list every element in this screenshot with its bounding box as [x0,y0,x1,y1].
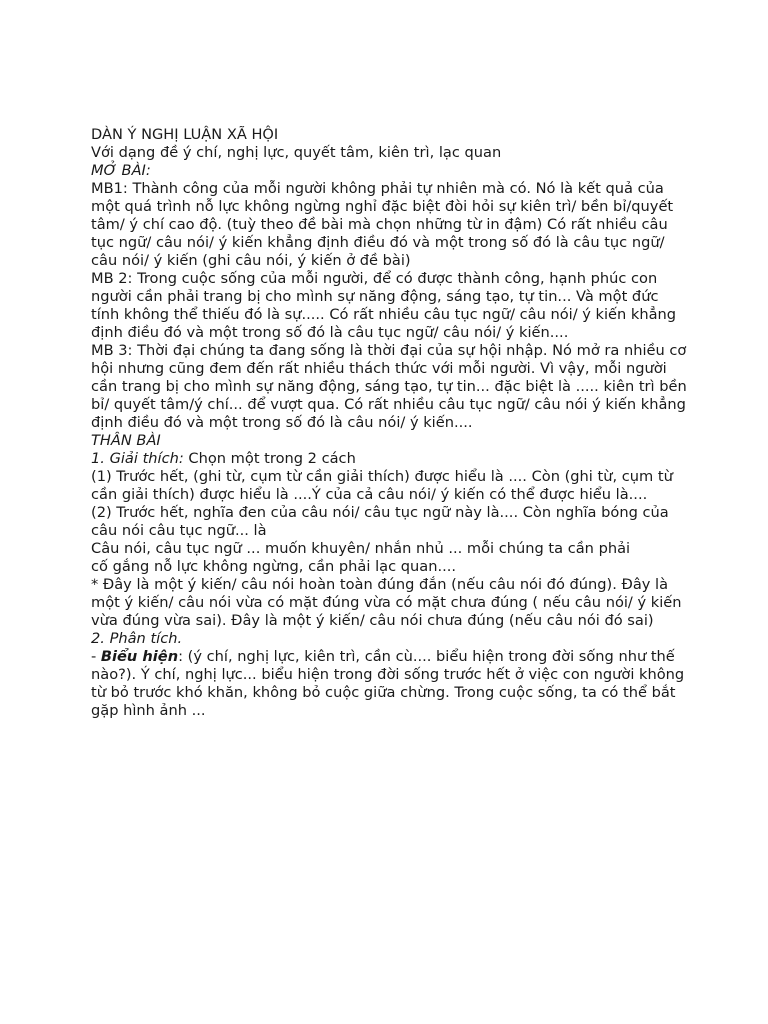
document-title: DÀN Ý NGHỊ LUẬN XÃ HỘI [91,126,279,143]
c2-line-4: cố gắng nỗ lực không ngừng, cần phải lạc quan.... [91,558,456,575]
intro-line: Với dạng đề ý chí, nghị lực, quyết tâm, kiên trì, lạc quan [91,144,502,161]
giai-thich-label: 1. Giải thích: [91,450,184,467]
note-paragraph: * Đây là một ý kiến/ câu nói hoàn toàn đúng đắn (nếu câu nói đó đúng). Đây là một ý kiến/ câu nói vừa có mặt đúng vừa có mặt chưa đúng ( nếu câu nói/ ý kiến vừa đúng vừa sai). Đây là một ý kiến/ câu nói chưa đúng (nếu câu nói đó sai) [91,576,682,629]
bieu-hien-dash: - [91,648,101,665]
giai-thich-line [91,450,691,468]
mb3-paragraph: MB 3: Thời đại chúng ta đang sống là thời đại của sự hội nhập. Nó mở ra nhiều cơ hội nhưng cũng đem đến rất nhiều thách thức với mỗi người. Vì vậy, mỗi người cần trang bị cho mình sự năng động, sáng tạo, tự tin... đặc biệt là ..... kiên trì bền bỉ/ quyết tâm/ý chí... để vượt qua. Có rất nhiều câu tục ngữ/ câu nói ý kiến khẳng định điều đó và một trong số đó là câu nói/ ý kiến.... [91,342,687,431]
bieu-hien-label: Biểu hiện [100,648,179,665]
c1-line-2: cần giải thích) được hiểu là ....Ý của cả câu nói/ ý kiến có thể được hiểu là.... [91,486,648,503]
c2-line-2: câu nói câu tục ngữ... là [91,522,267,539]
phan-tich-heading: 2. Phân tích. [91,630,183,647]
document-body [91,126,691,720]
c2-line-1: (2) Trước hết, nghĩa đen của câu nói/ câu tục ngữ này là.... Còn nghĩa bóng của [91,504,669,521]
than-bai-heading: THÂN BÀI [91,432,161,449]
giai-thich-text: Chọn một trong 2 cách [183,450,356,467]
mb1-paragraph: MB1: Thành công của mỗi người không phải tự nhiên mà có. Nó là kết quả của một quá trình nỗ lực không ngừng nghỉ đặc biệt đòi hỏi sự kiên trì/ bền bỉ/quyết tâm/ ý chí cao độ. (tuỳ theo đề bài mà chọn những từ in đậm) Có rất nhiều câu tục ngữ/ câu nói/ ý kiến khẳng định điều đó và một trong số đó là câu tục ngữ/ câu nói/ ý kiến (ghi câu nói, ý kiến ở đề bài) [91,180,674,269]
c2-line-3: Câu nói, câu tục ngữ ... muốn khuyên/ nhắn nhủ ... mỗi chúng ta cần phải [91,540,631,557]
mo-bai-heading: MỞ BÀI: [91,162,151,179]
bieu-hien-paragraph [91,648,691,720]
mb2-paragraph: MB 2: Trong cuộc sống của mỗi người, để có được thành công, hạnh phúc con người cần phải trang bị cho mình sự năng động, sáng tạo, tự tin... Và một đức tính không thể thiếu đó là sự..... Có rất nhiều câu tục ngữ/ câu nói/ ý kiến khẳng định điều đó và một trong số đó là câu tục ngữ/ câu nói/ ý kiến.... [91,270,677,341]
bieu-hien-text: : (ý chí, nghị lực, kiên trì, cần cù.... biểu hiện trong đời sống như thế nào?). Ý chí, nghị lực... biểu hiện trong đời sống trước hết ở việc con người không từ bỏ trước khó khăn, không bỏ cuộc giữa chừng. Trong cuộc sống, ta có thể bắt gặp hình ảnh ... [91,648,685,719]
c1-line-1: (1) Trước hết, (ghi từ, cụm từ cần giải thích) được hiểu là .... Còn (ghi từ, cụm từ [91,468,673,485]
